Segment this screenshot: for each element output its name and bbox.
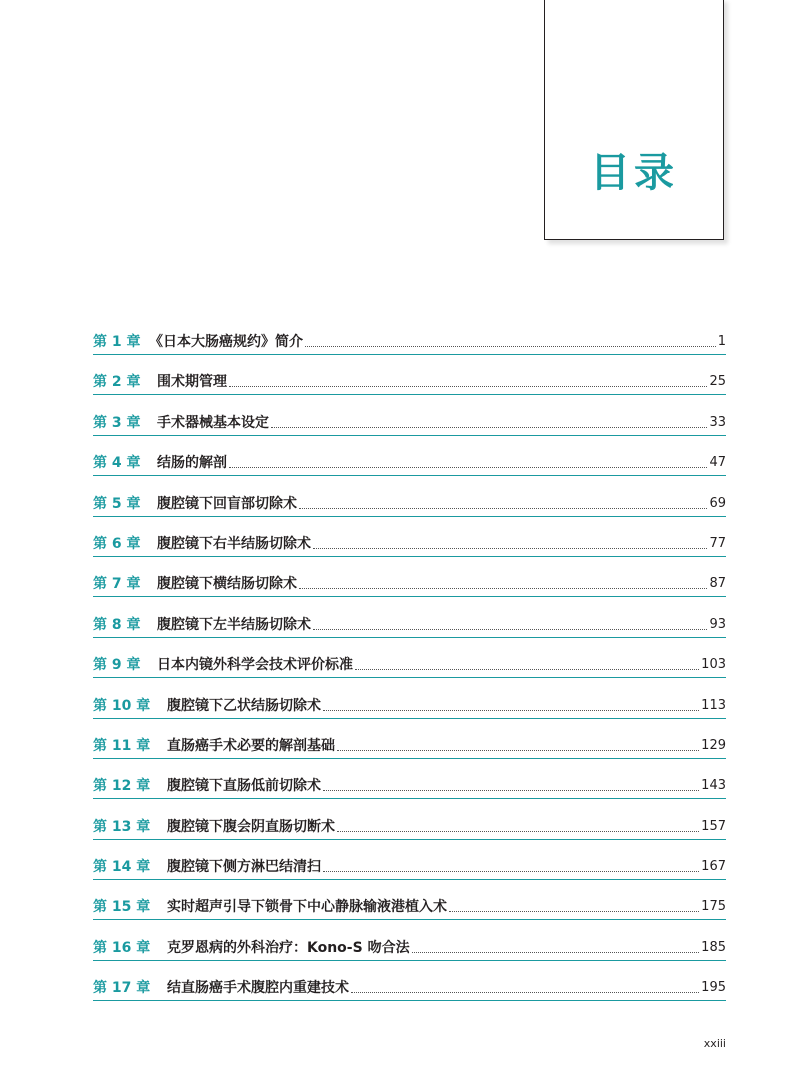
toc-entry[interactable] — [93, 453, 726, 493]
page-number: 185 — [701, 939, 726, 955]
dot-leader — [355, 668, 699, 670]
dot-leader — [305, 345, 716, 347]
page-number: 33 — [709, 414, 726, 430]
toc-entry[interactable] — [93, 817, 726, 857]
chapter-number: 第 15 章 — [93, 899, 151, 916]
page-number: 195 — [701, 980, 726, 996]
chapter-number: 第 7 章 — [93, 576, 141, 593]
chapter-title: 腹腔镜下左半结肠切除术 — [157, 616, 311, 633]
chapter-title: 克罗恩病的外科治疗：Kono-S 吻合法 — [167, 939, 410, 956]
chapter-title: 腹腔镜下横结肠切除术 — [157, 576, 297, 593]
chapter-title: 腹腔镜下乙状结肠切除术 — [167, 697, 321, 714]
chapter-number: 第 8 章 — [93, 616, 141, 633]
dot-leader — [412, 951, 700, 953]
page-number: 157 — [701, 818, 726, 834]
toc-entry[interactable] — [93, 696, 726, 736]
page-number: 1 — [717, 334, 726, 349]
dot-leader — [449, 910, 699, 912]
page-number: 143 — [701, 778, 726, 794]
chapter-number: 第 13 章 — [93, 818, 151, 835]
toc-entry[interactable] — [93, 494, 726, 534]
dot-leader — [351, 991, 699, 993]
chapter-title: 腹腔镜下腹会阴直肠切断术 — [167, 818, 335, 835]
chapter-title: 腹腔镜下直肠低前切除术 — [167, 778, 321, 795]
toc-entry[interactable] — [93, 574, 726, 614]
chapter-number: 第 4 章 — [93, 455, 141, 472]
toc-entry[interactable] — [93, 534, 726, 574]
page-number: 47 — [709, 455, 726, 471]
toc-entry[interactable] — [93, 736, 726, 776]
page-number: 175 — [701, 899, 726, 915]
chapter-number: 第 5 章 — [93, 495, 141, 512]
chapter-number: 第 6 章 — [93, 535, 141, 552]
page-number: 93 — [709, 616, 726, 632]
dot-leader — [229, 385, 707, 387]
chapter-number: 第 11 章 — [93, 737, 151, 754]
dot-leader — [271, 426, 707, 428]
chapter-title: 结肠的解剖 — [157, 455, 227, 472]
page-number: 167 — [701, 859, 726, 875]
chapter-title: 实时超声引导下锁骨下中心静脉输液港植入术 — [167, 899, 447, 916]
dot-leader — [299, 587, 707, 589]
toc-entry[interactable] — [93, 655, 726, 695]
chapter-number: 第 16 章 — [93, 939, 151, 956]
page-number: 103 — [701, 657, 726, 673]
chapter-title: 结直肠癌手术腹腔内重建技术 — [167, 980, 349, 997]
chapter-number: 第 12 章 — [93, 778, 151, 795]
table-of-contents — [93, 332, 726, 1019]
page-number: 69 — [709, 495, 726, 511]
toc-entry[interactable] — [93, 857, 726, 897]
chapter-title: 围术期管理 — [157, 374, 227, 391]
page-number: 25 — [709, 374, 726, 390]
toc-entry[interactable] — [93, 978, 726, 1018]
dot-leader — [323, 870, 699, 872]
dot-leader — [229, 466, 707, 468]
dot-leader — [337, 749, 699, 751]
page-folio: xxiii — [703, 1037, 726, 1050]
dot-leader — [323, 709, 699, 711]
toc-entry[interactable] — [93, 615, 726, 655]
chapter-title: 腹腔镜下右半结肠切除术 — [157, 535, 311, 552]
dot-leader — [313, 547, 707, 549]
page-number: 113 — [701, 697, 726, 713]
toc-entry[interactable] — [93, 332, 726, 372]
dot-leader — [313, 628, 707, 630]
chapter-number: 第 2 章 — [93, 374, 141, 391]
page-number: 77 — [709, 535, 726, 551]
dot-leader — [299, 507, 707, 509]
chapter-number: 第 10 章 — [93, 697, 151, 714]
toc-entry[interactable] — [93, 372, 726, 412]
toc-entry[interactable] — [93, 938, 726, 978]
page-title: 目录 — [590, 150, 678, 196]
chapter-number: 第 14 章 — [93, 859, 151, 876]
dot-leader — [337, 830, 699, 832]
chapter-title: 日本内镜外科学会技术评价标准 — [157, 657, 353, 674]
title-box — [544, 0, 724, 240]
page-number: 87 — [709, 576, 726, 592]
chapter-title: 直肠癌手术必要的解剖基础 — [167, 737, 335, 754]
chapter-title: 手术器械基本设定 — [157, 414, 269, 431]
chapter-number: 第 3 章 — [93, 414, 141, 431]
dot-leader — [323, 789, 699, 791]
chapter-title: 《日本大肠癌规约》简介 — [149, 334, 303, 350]
chapter-number: 第 9 章 — [93, 657, 141, 674]
toc-entry[interactable] — [93, 413, 726, 453]
toc-entry[interactable] — [93, 897, 726, 937]
chapter-title: 腹腔镜下回盲部切除术 — [157, 495, 297, 512]
chapter-number: 第 17 章 — [93, 980, 151, 997]
page-number: 129 — [701, 737, 726, 753]
chapter-title: 腹腔镜下侧方淋巴结清扫 — [167, 859, 321, 876]
chapter-number: 第 1 章 — [93, 334, 141, 350]
toc-entry[interactable] — [93, 776, 726, 816]
